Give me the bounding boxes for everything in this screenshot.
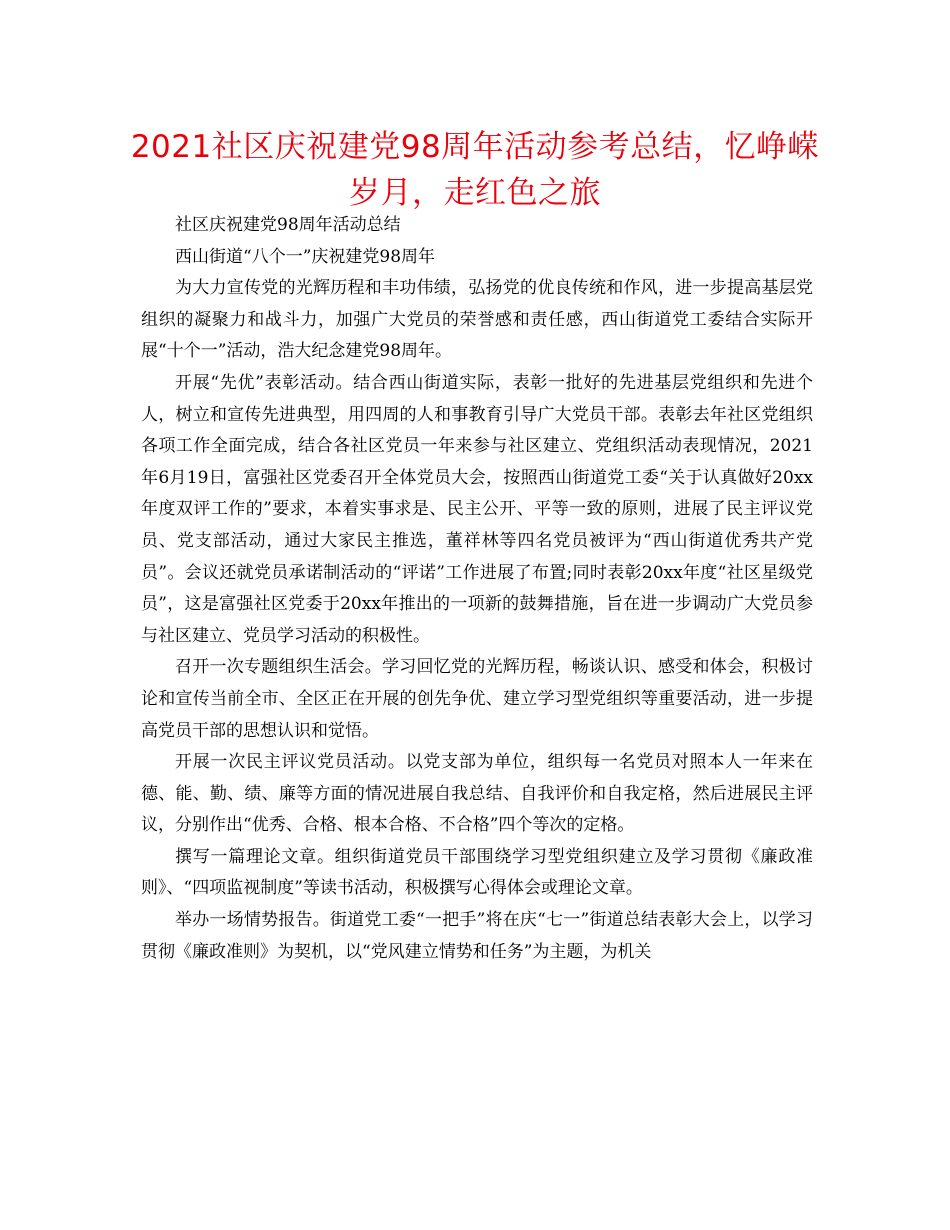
paragraph-meeting: 召开一次专题组织生活会。学习回忆党的光辉历程，畅谈认识、感受和体会，积极讨论和宣传当前全市、全区正在开展的创先争优、建立学习型党组织等重要活动，进一步提高党员干部的思想认识和觉悟。: [141, 657, 813, 741]
document-body: [141, 210, 813, 968]
paragraph-evaluation: 开展一次民主评议党员活动。以党支部为单位，组织每一名党员对照本人一年来在德、能、勤、绩、廉等方面的情况进展自我总结、自我评价和自我定格，然后进展民主评议，分别作出“优秀、合格、根本合格、不合格”四个等次的定格。: [141, 752, 813, 836]
paragraph-essay: 撰写一篇理论文章。组织街道党员干部围绕学习型党组织建立及学习贯彻《廉政准则》、“四项监视制度”等读书活动，积极撰写心得体会或理论文章。: [141, 846, 813, 899]
paragraph-report: 举办一场情势报告。街道党工委“一把手”将在庆“七一”街道总结表彰大会上，以学习贯彻《廉政准则》为契机，以“党风建立情势和任务”为主题，为机关: [141, 910, 813, 962]
document-title: 2021社区庆祝建党98周年活动参考总结，忆峥嵘岁月，走红色之旅: [130, 129, 820, 211]
paragraph-heading: 西山街道“八个一”庆祝建党98周年: [175, 246, 436, 267]
paragraph-subtitle: 社区庆祝建党98周年活动总结: [175, 215, 401, 235]
paragraph-commendation: 开展“先优”表彰活动。结合西山街道实际，表彰一批好的先进基层党组织和先进个人，树立和宣传先进典型，用四周的人和事教育引导广大党员干部。表彰去年社区党组织各项工作全面完成，结合各社区党员一年来参与社区建立、党组织活动表现情况，2021年6月19日，富强社区党委召开全体党员大会，按照西山街道党工委“关于认真做好20xx年度双评工作的”要求，本着实事求是、民主公开、平等一致的原则，进展了民主评议党员、党支部活动，通过大家民主推选，董祥林等四名党员被评为“西山街道优秀共产党员”。会议还就党员承诺制活动的“评诺”工作进展了布置;同时表彰20xx年度“社区星级党员”，这是富强社区党委于20xx年推出的一项新的鼓舞措施，旨在进一步调动广大党员参与社区建立、党员学习活动的积极性。: [141, 372, 813, 646]
paragraph-intro: 为大力宣传党的光辉历程和丰功伟绩，弘扬党的优良传统和作风，进一步提高基层党组织的凝聚力和战斗力，加强广大党员的荣誉感和责任感，西山街道党工委结合实际开展“十个一”活动，浩大纪念建党98周年。: [141, 278, 813, 362]
